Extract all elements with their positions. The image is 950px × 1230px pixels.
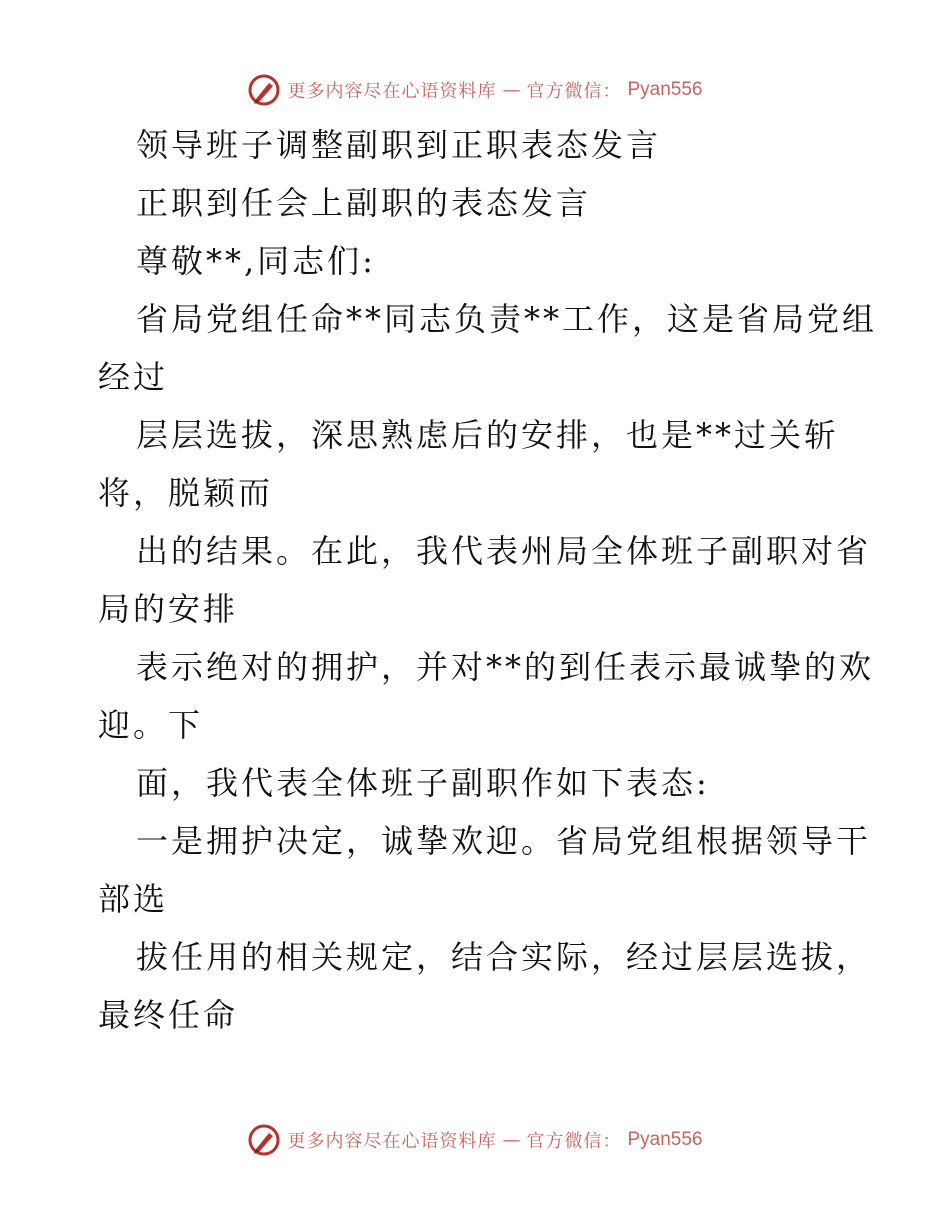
- banner-wechat-label: 官方微信：: [526, 1131, 622, 1152]
- document-line: 一是拥护决定，诚挚欢迎。省局党组根据领导干: [136, 822, 872, 860]
- document-line: 最终任命: [98, 996, 239, 1034]
- document-line: 正职到任会上副职的表态发言: [136, 184, 592, 222]
- document-line: 将，脱颖而: [98, 474, 274, 512]
- header-banner: [0, 70, 950, 110]
- document-line: 表示绝对的拥护，并对**的到任表示最诚挚的欢: [136, 648, 875, 686]
- document-line: 层层选拔，深思熟虑后的安排，也是**过关斩: [136, 416, 840, 454]
- document-line: 省局党组任命**同志负责**工作，这是省局党组: [136, 300, 878, 338]
- document-line: 部选: [98, 880, 169, 918]
- document-line: 尊敬**,同志们:: [136, 242, 376, 280]
- document-line: 迎。下: [98, 706, 204, 744]
- footer-banner: [0, 1120, 950, 1160]
- document-line: 出的结果。在此，我代表州局全体班子副职对省: [136, 532, 872, 570]
- banner-wechat-label: 官方微信：: [526, 81, 622, 102]
- document-line: 局的安排: [98, 590, 239, 628]
- banner-text: 更多内容尽在心语资料库: [287, 81, 497, 102]
- document-body: [98, 116, 878, 1044]
- document-line: 拔任用的相关规定，结合实际，经过层层选拔，: [136, 938, 872, 976]
- pen-nib-logo-icon: [247, 1123, 281, 1157]
- banner-wechat-id: Pyan556: [627, 79, 703, 100]
- document-line: 面，我代表全体班子副职作如下表态:: [136, 764, 710, 802]
- banner-dash: —: [502, 1129, 521, 1151]
- banner-wechat-id: Pyan556: [627, 1129, 703, 1150]
- banner-dash: —: [502, 79, 521, 101]
- pen-nib-logo-icon: [247, 73, 281, 107]
- document-line: 经过: [98, 358, 169, 396]
- banner-text: 更多内容尽在心语资料库: [287, 1131, 497, 1152]
- document-line: 领导班子调整副职到正职表态发言: [136, 126, 662, 164]
